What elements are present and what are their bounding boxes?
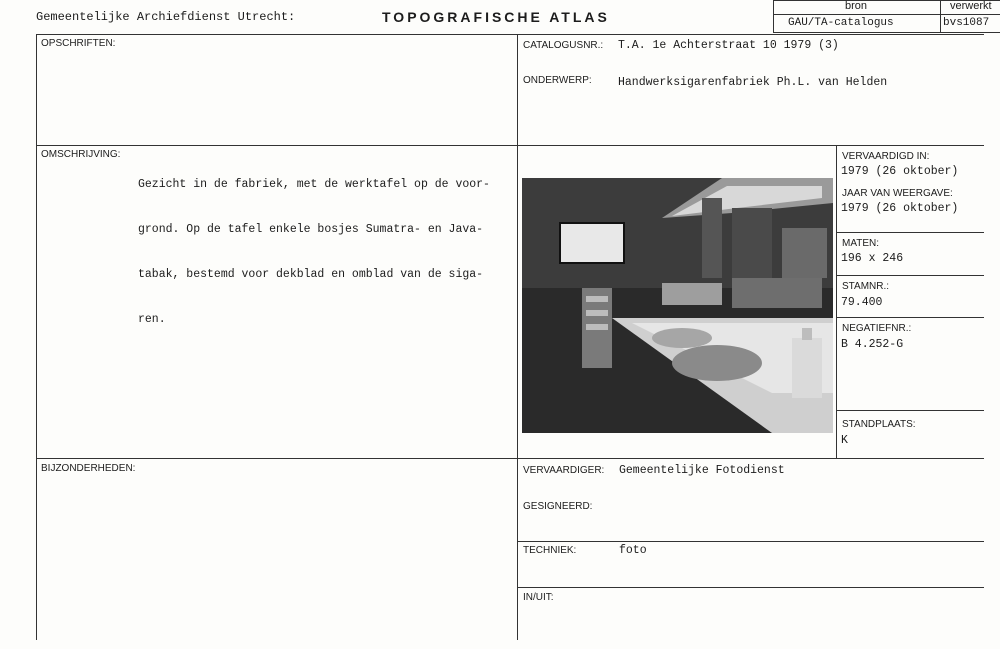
negative-label: NEGATIEFNR.: [842,323,912,334]
description-line: tabak, bestemd voor dekblad en omblad van de siga- [138,268,484,281]
inout-label: IN/UIT: [523,592,554,603]
source-label: bron [845,0,868,12]
size-value: 196 x 246 [841,252,904,265]
processed-label: verwerkt [950,0,992,12]
description-line: ren. [138,313,166,326]
made-in-value: 1979 (26 oktober) [841,165,959,178]
atlas-title: TOPOGRAFISCHE ATLAS [382,9,610,25]
description-line: grond. Op de tafel enkele bosjes Sumatra- en Java- [138,223,484,236]
archive-name: Gemeentelijke Archiefdienst Utrecht: [36,10,296,24]
negative-value: B 4.252-G [841,338,904,351]
catalog-label: CATALOGUSNR.: [523,40,604,51]
technique-label: TECHNIEK: [523,545,577,556]
stamnr-label: STAMNR.: [842,281,890,292]
made-in-label: VERVAARDIGD IN: [842,151,930,162]
catalog-value: T.A. 1e Achterstraat 10 1979 (3) [618,39,839,52]
description-text [138,147,490,342]
stamnr-value: 79.400 [841,296,883,309]
signed-label: GESIGNEERD: [523,501,593,512]
description-line: Gezicht in de fabriek, met de werktafel op de voor- [138,178,490,191]
maker-label: VERVAARDIGER: [523,465,605,476]
year-value: 1979 (26 oktober) [841,202,959,215]
source-value: GAU/TA-catalogus [788,17,894,29]
size-label: MATEN: [842,238,880,249]
year-label: JAAR VAN WEERGAVE: [842,188,953,199]
description-label: OMSCHRIJVING: [41,149,121,160]
subject-value: Handwerksigarenfabriek Ph.L. van Helden [618,76,888,89]
factory-photo [522,178,833,433]
location-label: STANDPLAATS: [842,419,916,430]
location-value: K [841,434,848,447]
details-label: BIJZONDERHEDEN: [41,463,136,474]
maker-value: Gemeentelijke Fotodienst [619,464,785,477]
technique-value: foto [619,544,647,557]
subject-label: ONDERWERP: [523,75,592,86]
inscriptions-label: OPSCHRIFTEN: [41,38,116,49]
processed-value: bvs1087 [943,17,990,29]
